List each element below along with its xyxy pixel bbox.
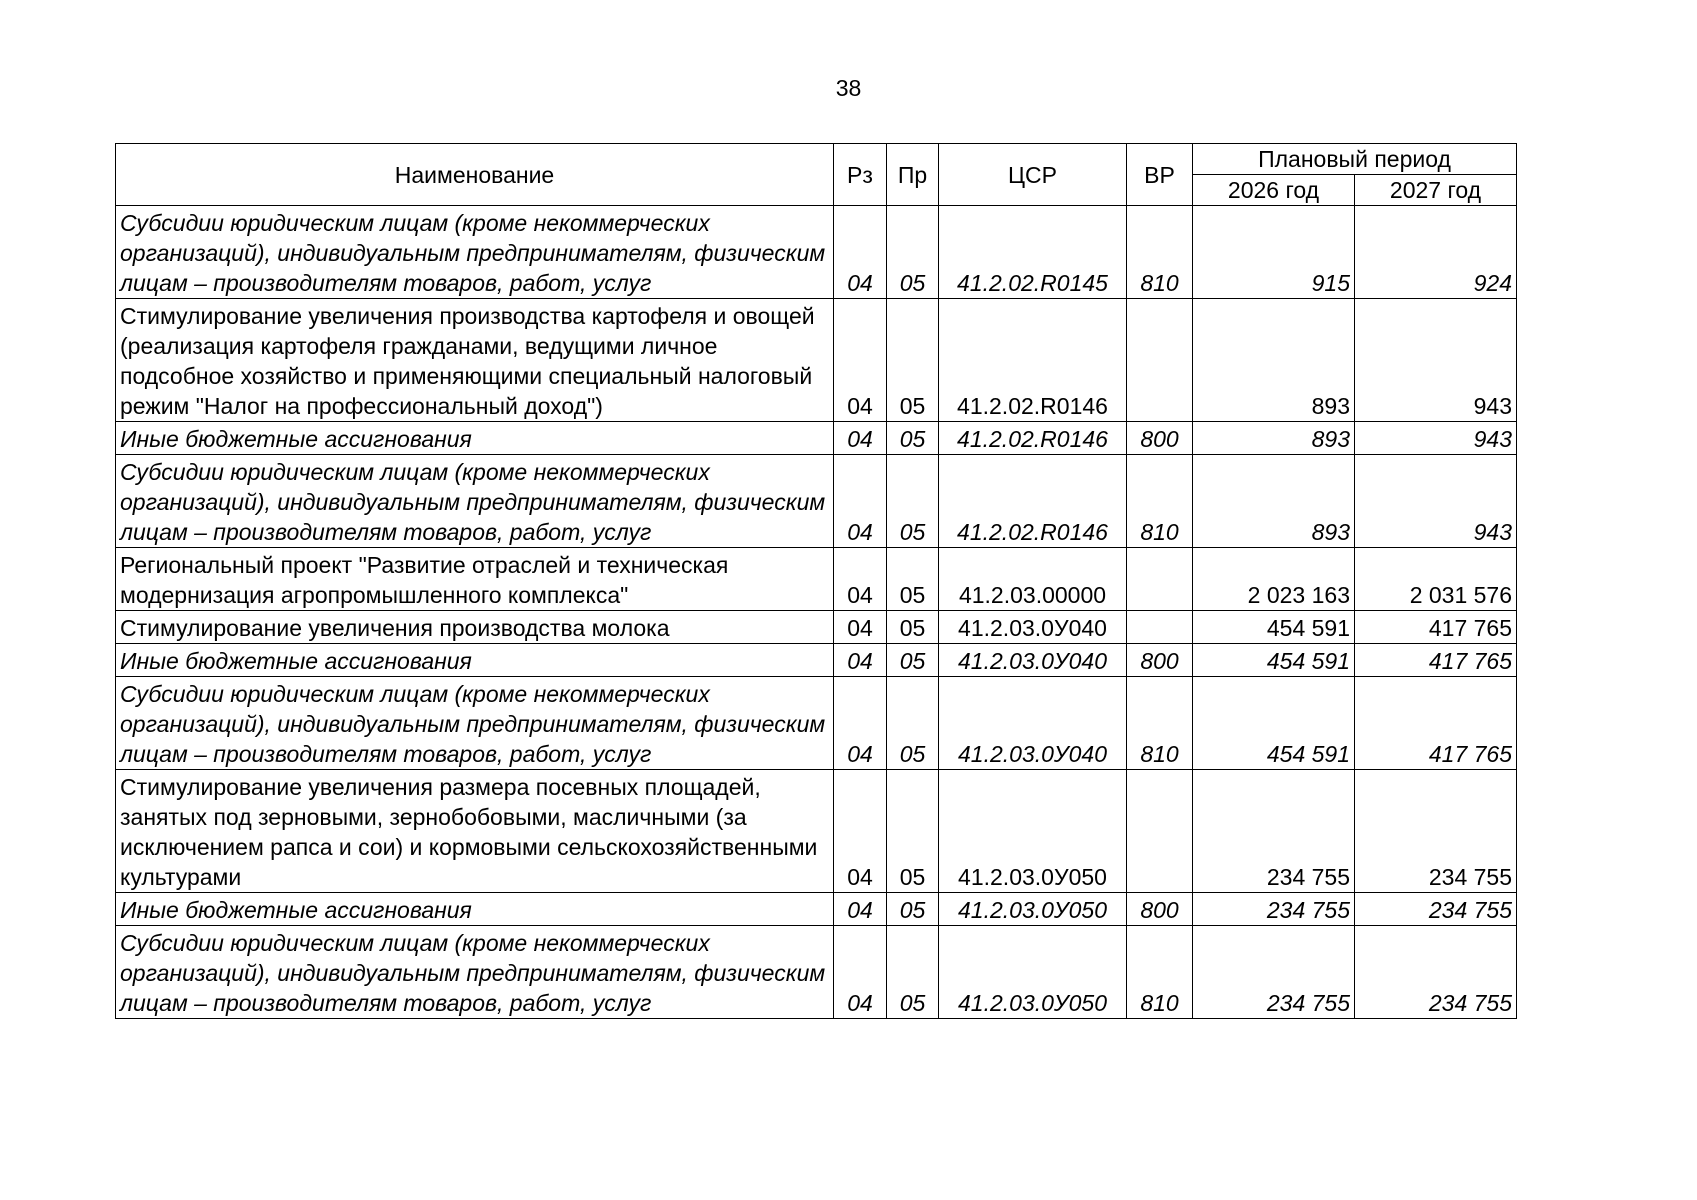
table-row — [116, 677, 1517, 770]
cell-rz: 04 — [834, 644, 887, 677]
header-pr: Пр — [887, 144, 939, 206]
cell-csr: 41.2.03.0У050 — [939, 926, 1127, 1019]
cell-pr: 05 — [887, 677, 939, 770]
header-rz: Рз — [834, 144, 887, 206]
cell-2026: 454 591 — [1193, 611, 1355, 644]
table-row — [116, 455, 1517, 548]
table-row — [116, 422, 1517, 455]
table-row — [116, 611, 1517, 644]
cell-name: Субсидии юридическим лицам (кроме некоммерческих организаций), индивидуальным предпринимателям, физическим лицам – производителям товаров, работ, услуг — [116, 677, 834, 770]
cell-pr: 05 — [887, 611, 939, 644]
cell-vr — [1127, 611, 1193, 644]
cell-vr: 800 — [1127, 893, 1193, 926]
cell-2027: 234 755 — [1355, 926, 1517, 1019]
cell-2027: 234 755 — [1355, 770, 1517, 893]
cell-name: Региональный проект "Развитие отраслей и техническая модернизация агропромышленного комплекса" — [116, 548, 834, 611]
cell-2026: 915 — [1193, 206, 1355, 299]
cell-2027: 943 — [1355, 422, 1517, 455]
cell-pr: 05 — [887, 893, 939, 926]
cell-pr: 05 — [887, 206, 939, 299]
cell-2026: 234 755 — [1193, 926, 1355, 1019]
table-row — [116, 299, 1517, 422]
cell-csr: 41.2.02.R0146 — [939, 422, 1127, 455]
cell-name: Иные бюджетные ассигнования — [116, 644, 834, 677]
table-body — [116, 206, 1517, 1019]
cell-2027: 943 — [1355, 455, 1517, 548]
cell-name: Субсидии юридическим лицам (кроме некоммерческих организаций), индивидуальным предпринимателям, физическим лицам – производителям товаров, работ, услуг — [116, 206, 834, 299]
cell-vr — [1127, 770, 1193, 893]
cell-2026: 893 — [1193, 455, 1355, 548]
cell-vr: 810 — [1127, 206, 1193, 299]
cell-2026: 893 — [1193, 422, 1355, 455]
cell-name: Стимулирование увеличения производства молока — [116, 611, 834, 644]
cell-vr — [1127, 548, 1193, 611]
header-csr: ЦСР — [939, 144, 1127, 206]
cell-pr: 05 — [887, 926, 939, 1019]
cell-pr: 05 — [887, 455, 939, 548]
cell-2026: 2 023 163 — [1193, 548, 1355, 611]
cell-pr: 05 — [887, 770, 939, 893]
cell-2027: 2 031 576 — [1355, 548, 1517, 611]
cell-name: Стимулирование увеличения размера посевных площадей, занятых под зерновыми, зернобобовыми, масличными (за исключением рапса и сои) и кормовыми сельскохозяйственными культурами — [116, 770, 834, 893]
cell-rz: 04 — [834, 611, 887, 644]
cell-pr: 05 — [887, 548, 939, 611]
cell-2027: 417 765 — [1355, 611, 1517, 644]
cell-rz: 04 — [834, 422, 887, 455]
cell-2026: 893 — [1193, 299, 1355, 422]
table-row — [116, 206, 1517, 299]
cell-pr: 05 — [887, 644, 939, 677]
cell-pr: 05 — [887, 299, 939, 422]
cell-csr: 41.2.03.0У040 — [939, 677, 1127, 770]
cell-vr: 810 — [1127, 926, 1193, 1019]
table-header — [116, 144, 1517, 206]
cell-csr: 41.2.02.R0145 — [939, 206, 1127, 299]
cell-name: Стимулирование увеличения производства картофеля и овощей (реализация картофеля гражданами, ведущими личное подсобное хозяйство и применяющими специальный налоговый режим "Налог на профессиональный доход") — [116, 299, 834, 422]
table-row — [116, 770, 1517, 893]
cell-rz: 04 — [834, 893, 887, 926]
cell-rz: 04 — [834, 455, 887, 548]
cell-rz: 04 — [834, 299, 887, 422]
cell-2027: 924 — [1355, 206, 1517, 299]
table-row — [116, 893, 1517, 926]
header-vr: ВР — [1127, 144, 1193, 206]
cell-2027: 417 765 — [1355, 644, 1517, 677]
cell-csr: 41.2.02.R0146 — [939, 299, 1127, 422]
cell-csr: 41.2.03.0У040 — [939, 611, 1127, 644]
cell-csr: 41.2.02.R0146 — [939, 455, 1127, 548]
table-row — [116, 644, 1517, 677]
cell-vr — [1127, 299, 1193, 422]
cell-2026: 454 591 — [1193, 677, 1355, 770]
cell-name: Иные бюджетные ассигнования — [116, 422, 834, 455]
budget-table — [115, 143, 1517, 1019]
cell-rz: 04 — [834, 677, 887, 770]
header-year-2026: 2026 год — [1193, 175, 1355, 206]
cell-csr: 41.2.03.00000 — [939, 548, 1127, 611]
cell-rz: 04 — [834, 926, 887, 1019]
cell-2027: 417 765 — [1355, 677, 1517, 770]
table-row — [116, 926, 1517, 1019]
page-number: 38 — [835, 75, 862, 101]
cell-csr: 41.2.03.0У050 — [939, 770, 1127, 893]
cell-csr: 41.2.03.0У050 — [939, 893, 1127, 926]
cell-name: Субсидии юридическим лицам (кроме некоммерческих организаций), индивидуальным предпринимателям, физическим лицам – производителям товаров, работ, услуг — [116, 455, 834, 548]
table-row — [116, 548, 1517, 611]
cell-2026: 454 591 — [1193, 644, 1355, 677]
cell-name: Субсидии юридическим лицам (кроме некоммерческих организаций), индивидуальным предпринимателям, физическим лицам – производителям товаров, работ, услуг — [116, 926, 834, 1019]
cell-rz: 04 — [834, 206, 887, 299]
cell-rz: 04 — [834, 548, 887, 611]
header-planned-period: Плановый период — [1193, 144, 1517, 175]
cell-2026: 234 755 — [1193, 770, 1355, 893]
cell-2026: 234 755 — [1193, 893, 1355, 926]
header-year-2027: 2027 год — [1355, 175, 1517, 206]
cell-name: Иные бюджетные ассигнования — [116, 893, 834, 926]
header-name: Наименование — [116, 144, 834, 206]
cell-rz: 04 — [834, 770, 887, 893]
cell-pr: 05 — [887, 422, 939, 455]
cell-2027: 943 — [1355, 299, 1517, 422]
cell-csr: 41.2.03.0У040 — [939, 644, 1127, 677]
cell-2027: 234 755 — [1355, 893, 1517, 926]
cell-vr: 800 — [1127, 644, 1193, 677]
cell-vr: 810 — [1127, 677, 1193, 770]
cell-vr: 810 — [1127, 455, 1193, 548]
cell-vr: 800 — [1127, 422, 1193, 455]
